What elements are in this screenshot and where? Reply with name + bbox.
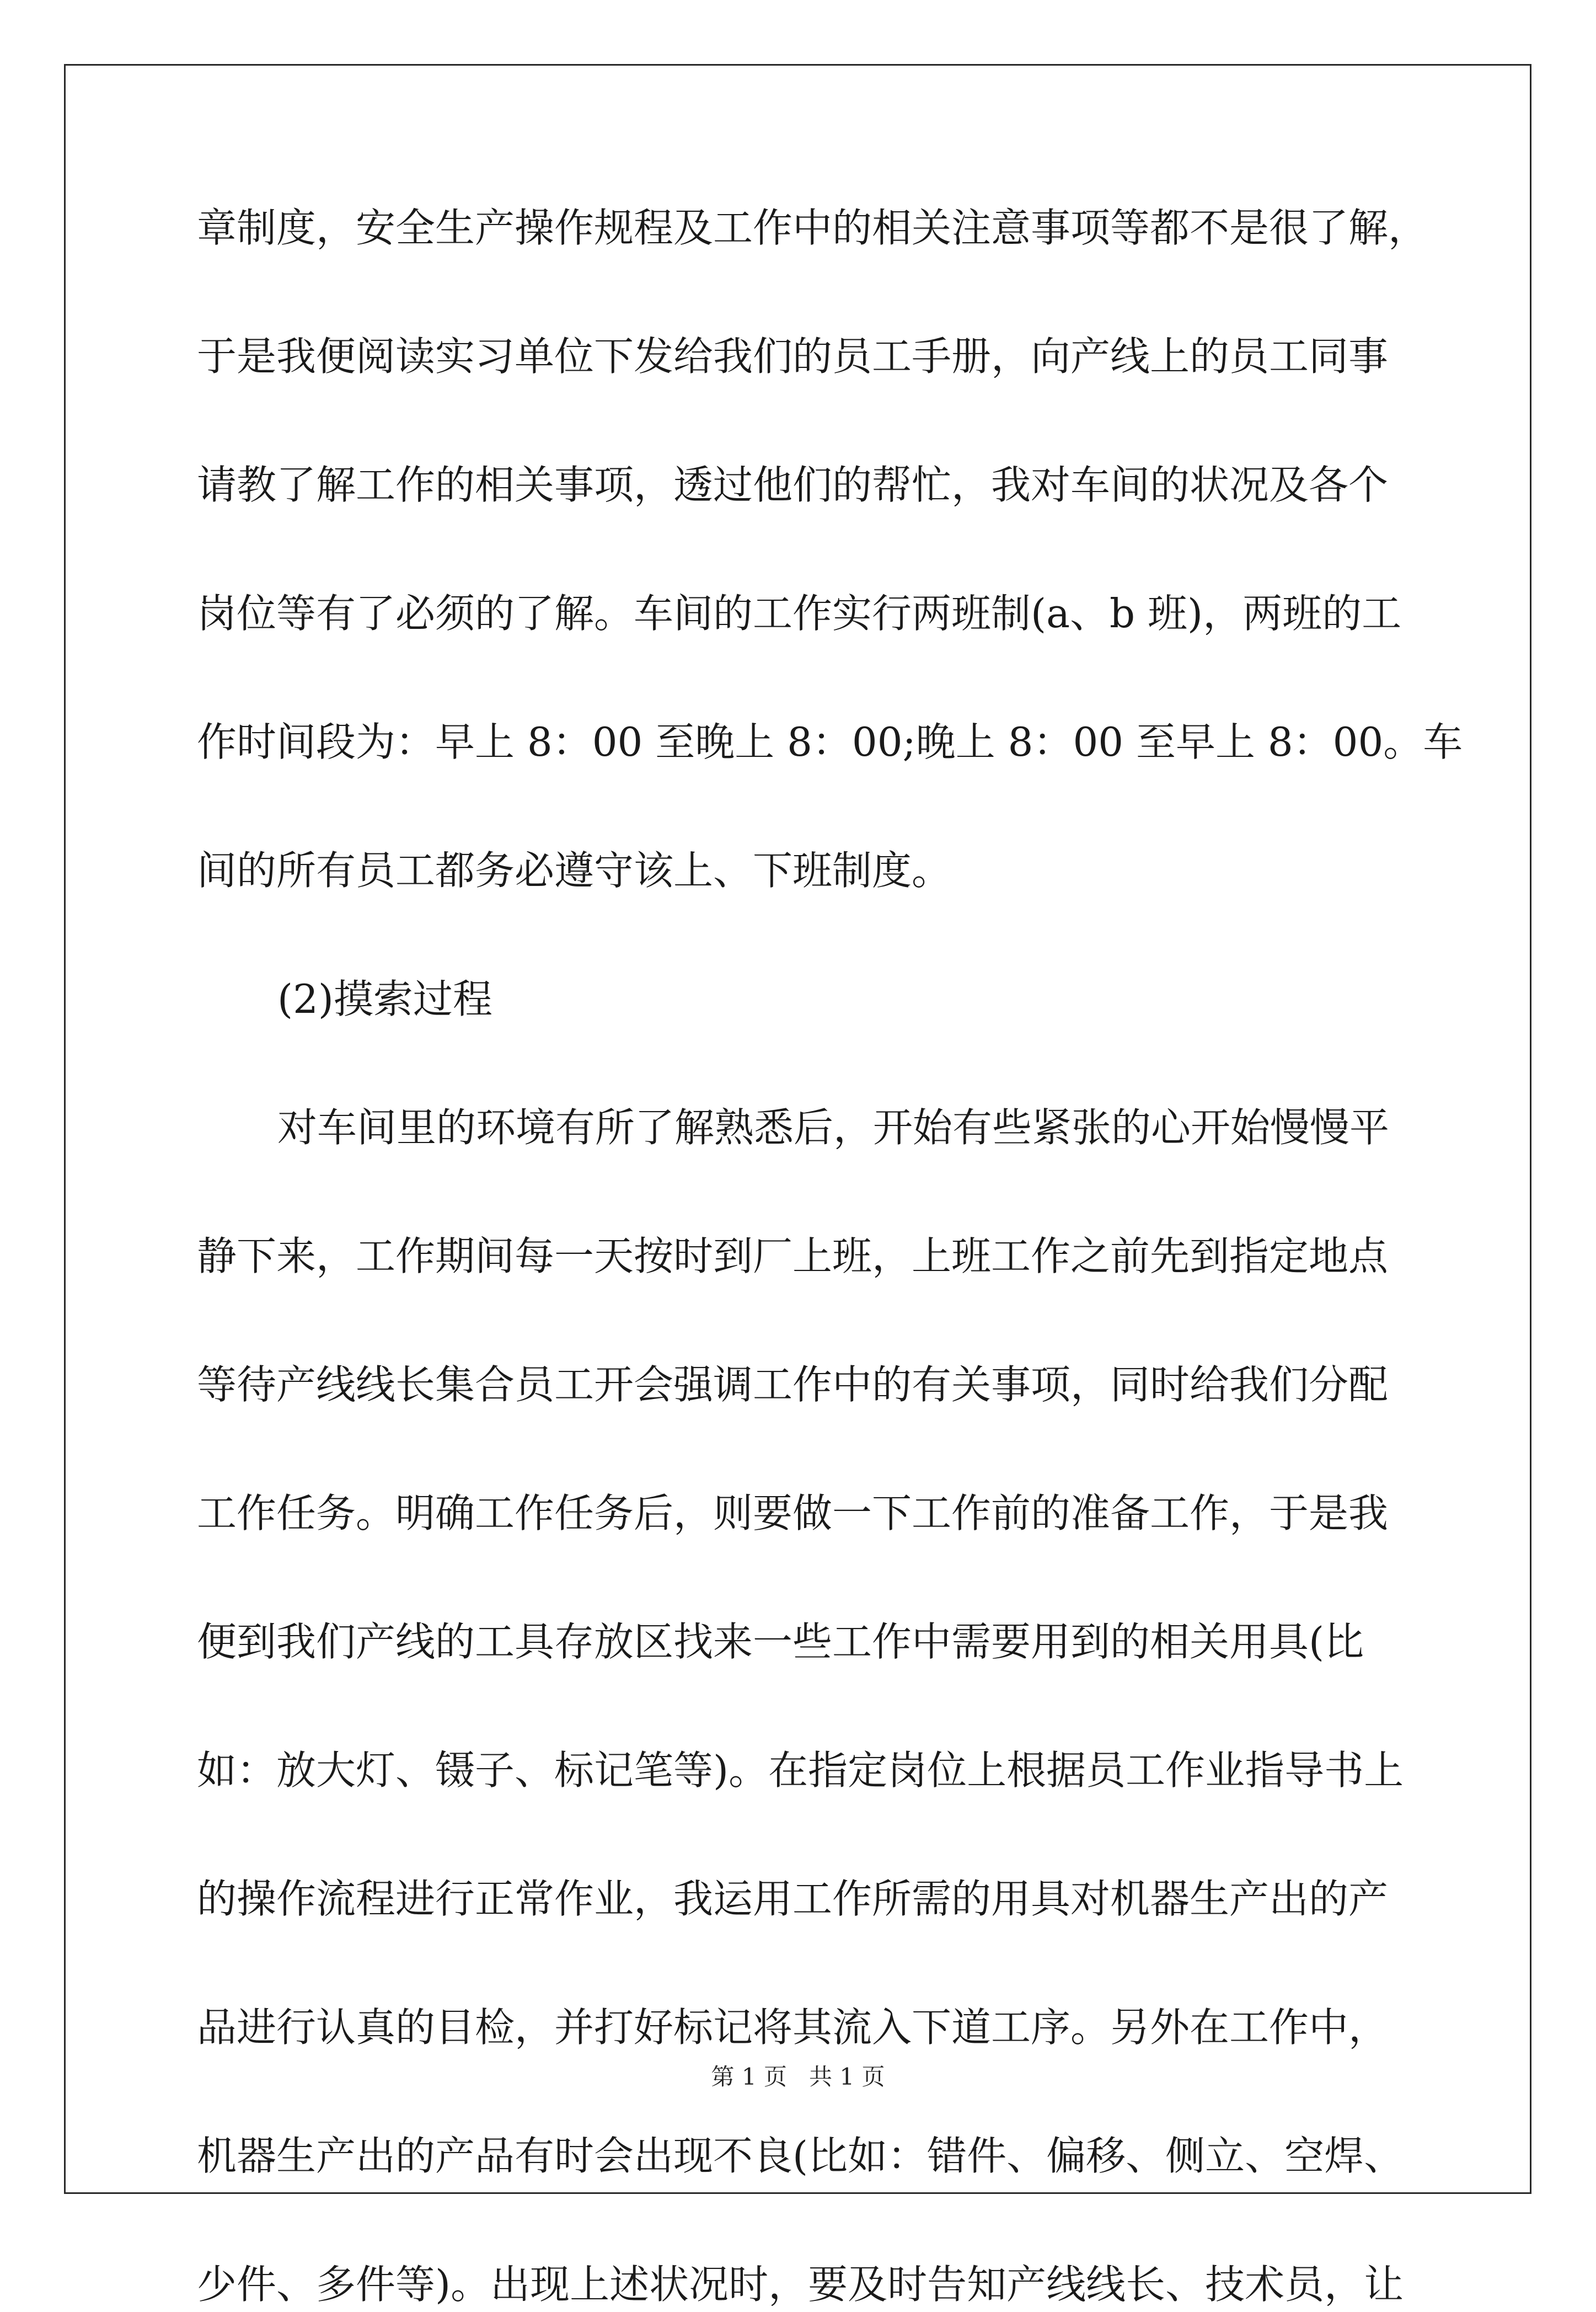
- text-line: 作时间段为：早上 8：00 至晚上 8：00;晚上 8：00 至早上 8：00。车: [197, 719, 1463, 765]
- text-line: 如：放大灯、镊子、标记笔等)。在指定岗位上根据员工作业指导书上: [197, 1747, 1404, 1793]
- text-line: 章制度，安全生产操作规程及工作中的相关注意事项等都不是很了解，: [197, 205, 1428, 251]
- text-line: 品进行认真的目检，并打好标记将其流入下道工序。另外在工作中，: [197, 2004, 1389, 2051]
- text-line: 静下来，工作期间每一天按时到厂上班，上班工作之前先到指定地点: [197, 1233, 1389, 1279]
- text-line: 便到我们产线的工具存放区找来一些工作中需要用到的相关用具(比: [197, 1619, 1364, 1665]
- text-line: 的操作流程进行正常作业，我运用工作所需的用具对机器生产出的产: [197, 1876, 1389, 1922]
- text-line: 少件、多件等)。出现上述状况时，要及时告知产线线长、技术员，让: [197, 2261, 1404, 2308]
- section-heading: (2)摸索过程: [277, 976, 492, 1022]
- text-line: 请教了解工作的相关事项，透过他们的帮忙，我对车间的状况及各个: [197, 462, 1389, 508]
- text-line: 于是我便阅读实习单位下发给我们的员工手册，向产线上的员工同事: [197, 333, 1389, 380]
- text-line: 机器生产出的产品有时会出现不良(比如：错件、偏移、侧立、空焊、: [197, 2133, 1404, 2179]
- page-footer: 第 1 页 共 1 页: [711, 2063, 885, 2090]
- text-line: 岗位等有了必须的了解。车间的工作实行两班制(a、b 班)，两班的工: [197, 590, 1402, 637]
- text-line: 工作任务。明确工作任务后，则要做一下工作前的准备工作，于是我: [197, 1490, 1389, 1536]
- text-line: 对车间里的环境有所了解熟悉后，开始有些紧张的心开始慢慢平: [277, 1104, 1390, 1151]
- text-line: 等待产线线长集合员工开会强调工作中的有关事项，同时给我们分配: [197, 1361, 1389, 1408]
- text-line: 间的所有员工都务必遵守该上、下班制度。: [197, 847, 952, 894]
